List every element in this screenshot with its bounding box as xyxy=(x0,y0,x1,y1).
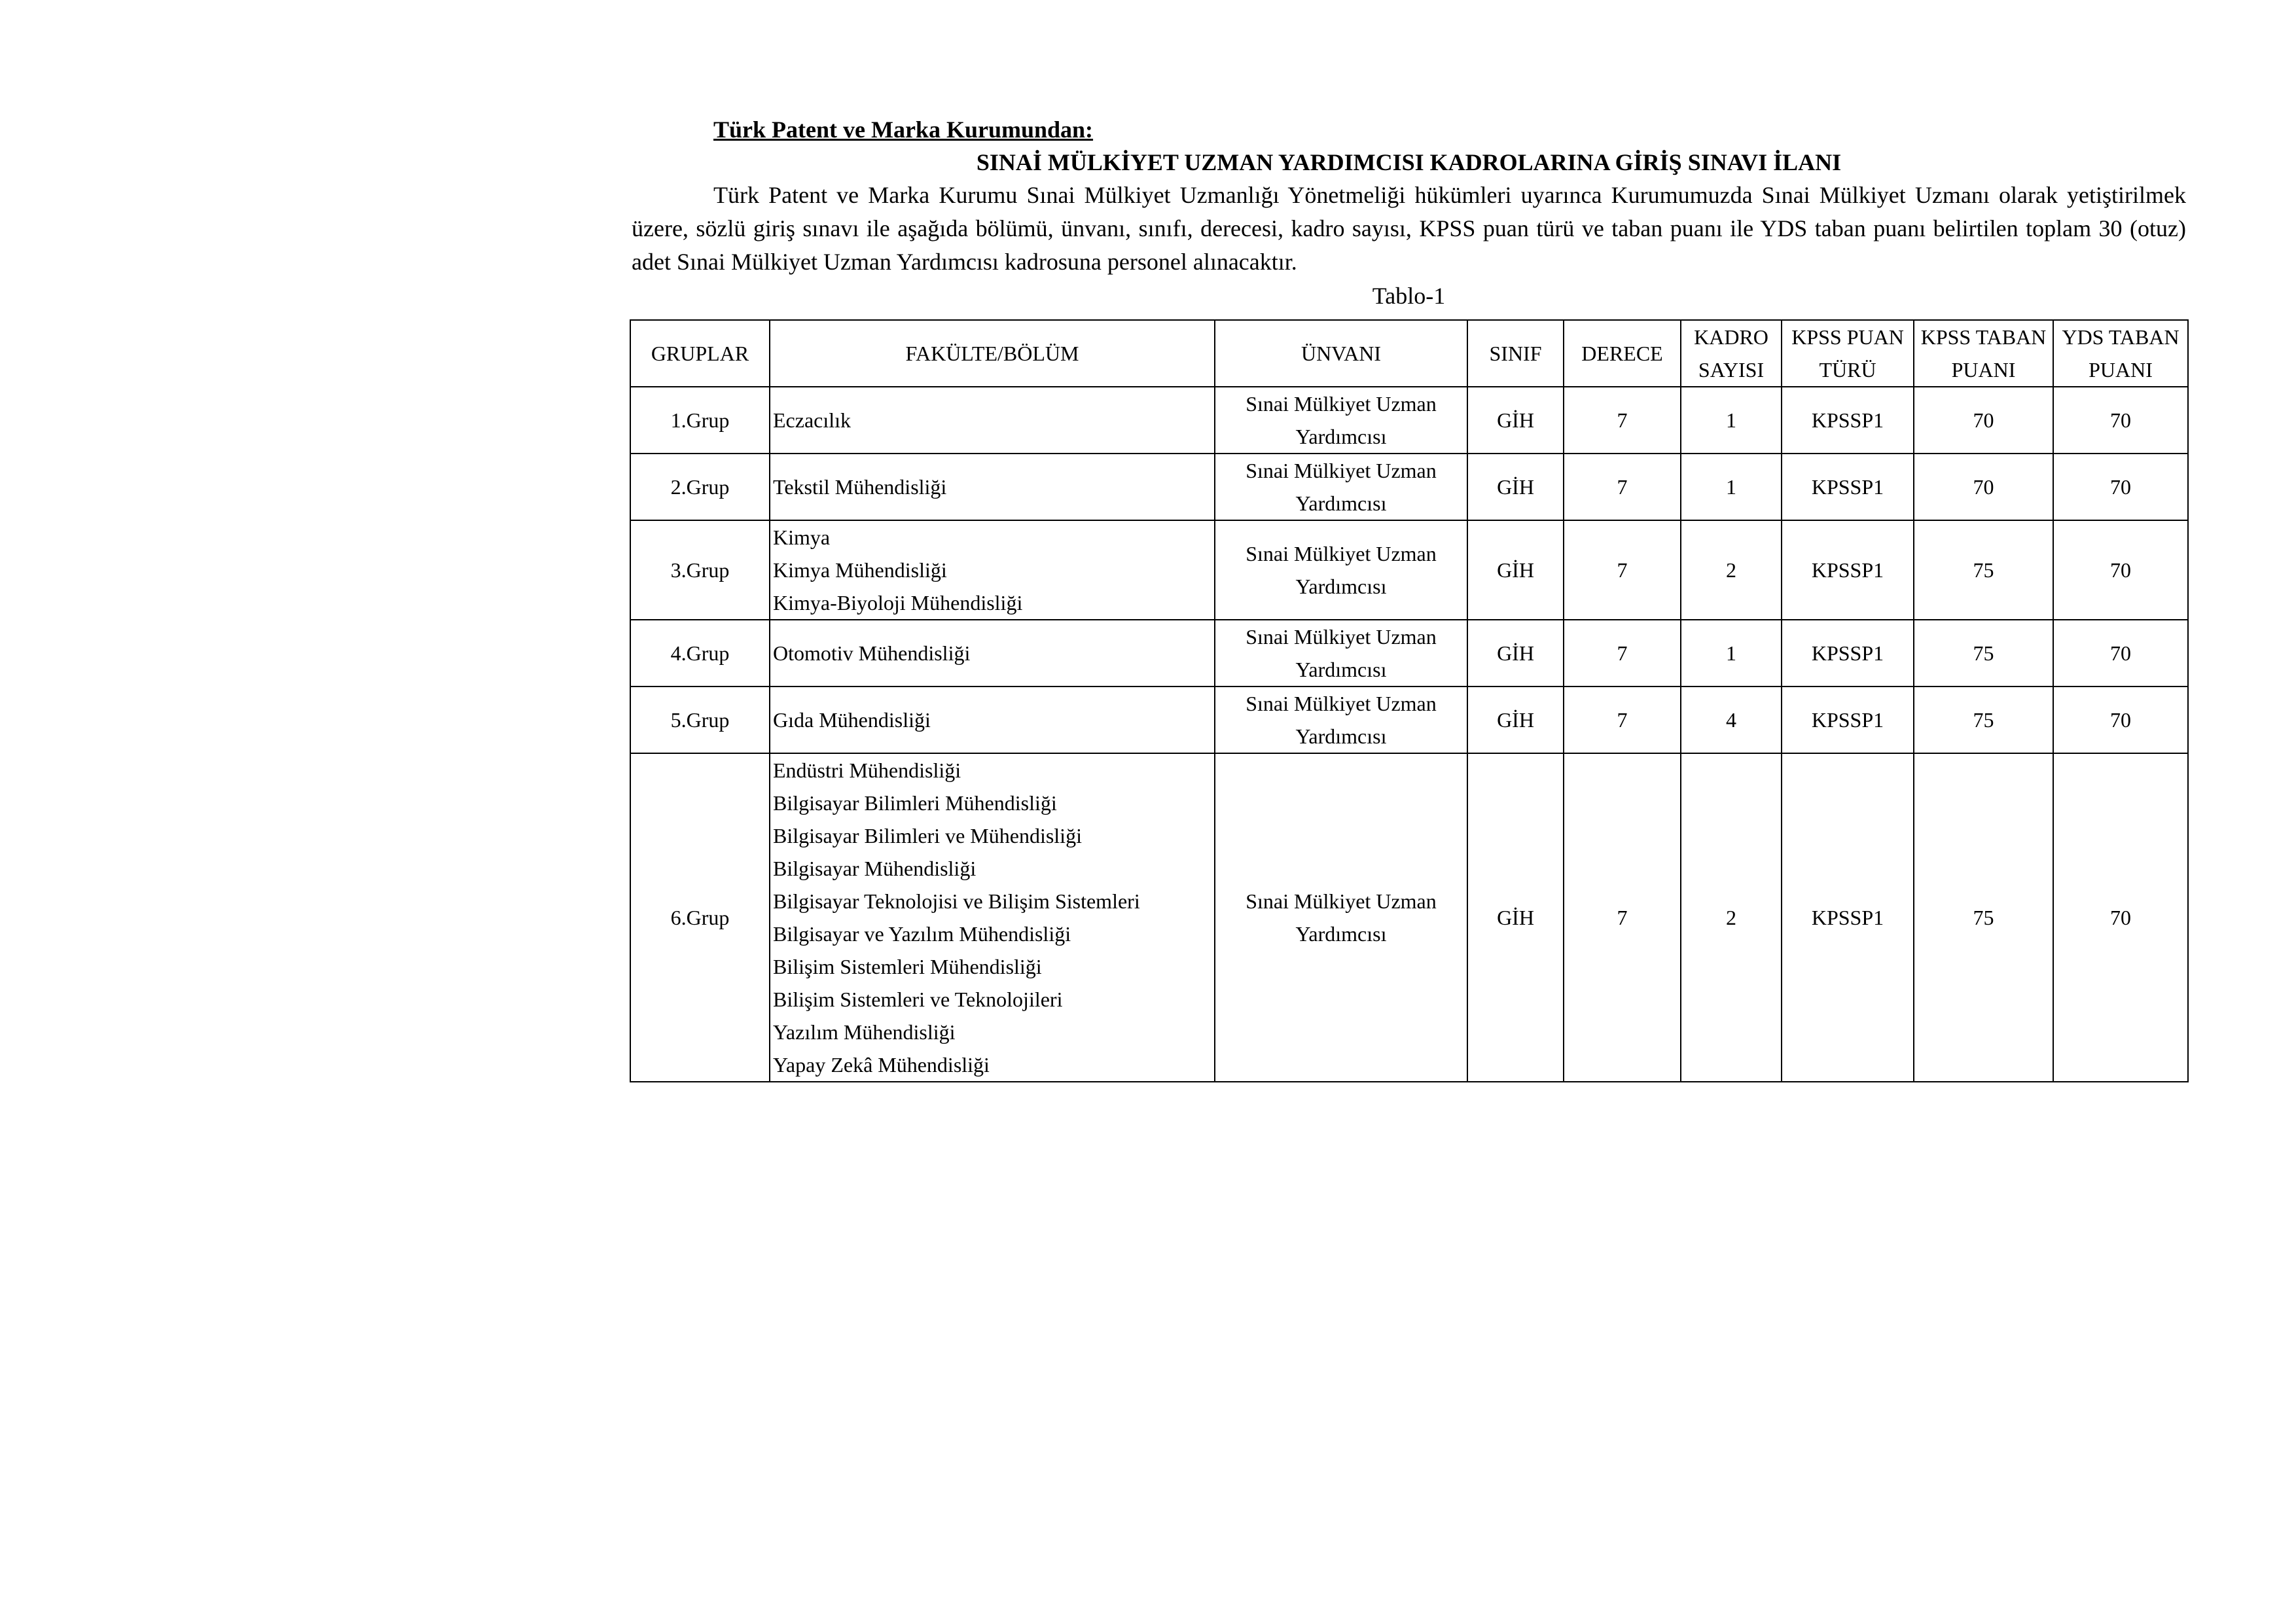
cell-kadro-sayisi: 1 xyxy=(1681,387,1782,454)
cell-fakulte-bolum xyxy=(770,687,1215,753)
department-name: Kimya-Biyoloji Mühendisliği xyxy=(773,591,1023,615)
cell-kpss-puan-turu: KPSSP1 xyxy=(1782,387,1914,454)
department-name: Kimya Mühendisliği xyxy=(773,558,947,582)
cell-sinif: GİH xyxy=(1467,387,1564,454)
header-derece: DERECE xyxy=(1564,320,1681,387)
header-unvani: ÜNVANI xyxy=(1215,320,1467,387)
cell-yds-taban-puani: 70 xyxy=(2053,387,2188,454)
cell-yds-taban-puani: 70 xyxy=(2053,454,2188,520)
cell-derece: 7 xyxy=(1564,454,1681,520)
unvan-line: Sınai Mülkiyet Uzman xyxy=(1246,392,1437,416)
cell-derece: 7 xyxy=(1564,520,1681,620)
table-body xyxy=(630,387,2188,1082)
cell-yds-taban-puani: 70 xyxy=(2053,687,2188,753)
cell-kpss-taban-puani: 75 xyxy=(1914,753,2053,1082)
cell-unvani xyxy=(1215,387,1467,454)
cell-sinif: GİH xyxy=(1467,520,1564,620)
intro-paragraph: Türk Patent ve Marka Kurumu Sınai Mülkiyet Uzmanlığı Yönetmeliği hükümleri uyarınca Kurumumuzda Sınai Mülkiyet Uzmanı olarak yetiştirilmek üzere, sözlü giriş sınavı ile aşağıda bölümü, ünvanı, sınıfı, derecesi, kadro sayısı, KPSS puan türü ve taban puanı ile YDS taban puanı belirtilen toplam 30 (otuz) adet Sınai Mülkiyet Uzman Yardımcısı kadrosuna personel alınacaktır. xyxy=(632,182,2186,275)
unvan-line: Sınai Mülkiyet Uzman xyxy=(1246,625,1437,649)
cell-kadro-sayisi: 2 xyxy=(1681,520,1782,620)
cell-unvani xyxy=(1215,687,1467,753)
cell-kpss-puan-turu: KPSSP1 xyxy=(1782,520,1914,620)
unvan-line: Yardımcısı xyxy=(1295,724,1387,748)
cell-grup: 4.Grup xyxy=(630,620,770,687)
cell-derece: 7 xyxy=(1564,387,1681,454)
cell-grup: 1.Grup xyxy=(630,387,770,454)
department-name: Yapay Zekâ Mühendisliği xyxy=(773,1053,990,1077)
cell-kpss-puan-turu: KPSSP1 xyxy=(1782,687,1914,753)
cell-fakulte-bolum xyxy=(770,620,1215,687)
cell-kpss-taban-puani: 70 xyxy=(1914,387,2053,454)
cell-unvani xyxy=(1215,620,1467,687)
cell-kpss-taban-puani: 75 xyxy=(1914,620,2053,687)
cell-yds-taban-puani: 70 xyxy=(2053,620,2188,687)
cell-grup: 3.Grup xyxy=(630,520,770,620)
cell-grup: 5.Grup xyxy=(630,687,770,753)
header-yds-taban-puani: YDS TABAN PUANI xyxy=(2053,320,2188,387)
cell-derece: 7 xyxy=(1564,753,1681,1082)
table-row xyxy=(630,387,2188,454)
cell-kpss-puan-turu: KPSSP1 xyxy=(1782,620,1914,687)
unvan-line: Sınai Mülkiyet Uzman xyxy=(1246,542,1437,565)
cell-fakulte-bolum xyxy=(770,387,1215,454)
cell-kpss-taban-puani: 75 xyxy=(1914,687,2053,753)
table-row xyxy=(630,454,2188,520)
positions-table xyxy=(630,319,2189,1082)
table-caption: Tablo-1 xyxy=(1372,283,1446,309)
cell-sinif: GİH xyxy=(1467,753,1564,1082)
cell-unvani xyxy=(1215,753,1467,1082)
header-sinif: SINIF xyxy=(1467,320,1564,387)
cell-sinif: GİH xyxy=(1467,687,1564,753)
department-name: Bilgisayar Teknolojisi ve Bilişim Sistemleri xyxy=(773,889,1140,913)
department-name: Otomotiv Mühendisliği xyxy=(773,641,971,665)
unvan-line: Sınai Mülkiyet Uzman xyxy=(1246,889,1437,913)
cell-derece: 7 xyxy=(1564,687,1681,753)
cell-kpss-puan-turu: KPSSP1 xyxy=(1782,454,1914,520)
cell-kadro-sayisi: 1 xyxy=(1681,454,1782,520)
header-kadro-sayisi: KADRO SAYISI xyxy=(1681,320,1782,387)
cell-unvani xyxy=(1215,520,1467,620)
cell-yds-taban-puani: 70 xyxy=(2053,753,2188,1082)
announcement-title: SINAİ MÜLKİYET UZMAN YARDIMCISI KADROLARINA GİRİŞ SINAVI İLANI xyxy=(976,149,1842,175)
department-name: Bilgisayar ve Yazılım Mühendisliği xyxy=(773,922,1071,946)
header-gruplar: GRUPLAR xyxy=(630,320,770,387)
department-name: Kimya xyxy=(773,526,831,549)
unvan-line: Yardımcısı xyxy=(1295,658,1387,681)
cell-kpss-puan-turu: KPSSP1 xyxy=(1782,753,1914,1082)
unvan-line: Yardımcısı xyxy=(1295,425,1387,448)
cell-sinif: GİH xyxy=(1467,620,1564,687)
cell-fakulte-bolum xyxy=(770,454,1215,520)
department-name: Yazılım Mühendisliği xyxy=(773,1020,956,1044)
table-header-row xyxy=(630,320,2188,387)
cell-fakulte-bolum xyxy=(770,520,1215,620)
cell-kadro-sayisi: 1 xyxy=(1681,620,1782,687)
department-name: Bilgisayar Bilimleri Mühendisliği xyxy=(773,791,1057,815)
cell-grup: 2.Grup xyxy=(630,454,770,520)
department-name: Endüstri Mühendisliği xyxy=(773,758,961,782)
table-row xyxy=(630,753,2188,1082)
unvan-line: Yardımcısı xyxy=(1295,575,1387,598)
cell-kadro-sayisi: 2 xyxy=(1681,753,1782,1082)
department-name: Bilişim Sistemleri ve Teknolojileri xyxy=(773,988,1063,1011)
cell-sinif: GİH xyxy=(1467,454,1564,520)
cell-grup: 6.Grup xyxy=(630,753,770,1082)
cell-yds-taban-puani: 70 xyxy=(2053,520,2188,620)
cell-kadro-sayisi: 4 xyxy=(1681,687,1782,753)
department-name: Bilgisayar Mühendisliği xyxy=(773,857,977,880)
header-fakulte-bolum: FAKÜLTE/BÖLÜM xyxy=(770,320,1215,387)
cell-kpss-taban-puani: 75 xyxy=(1914,520,2053,620)
announcement-document xyxy=(632,115,2186,312)
department-name: Bilgisayar Bilimleri ve Mühendisliği xyxy=(773,824,1082,847)
department-name: Bilişim Sistemleri Mühendisliği xyxy=(773,955,1042,978)
department-name: Tekstil Mühendisliği xyxy=(773,475,947,499)
cell-derece: 7 xyxy=(1564,620,1681,687)
header-kpss-puan-turu: KPSS PUAN TÜRÜ xyxy=(1782,320,1914,387)
header-kpss-taban-puani: KPSS TABAN PUANI xyxy=(1914,320,2053,387)
department-name: Eczacılık xyxy=(773,408,852,432)
unvan-line: Sınai Mülkiyet Uzman xyxy=(1246,459,1437,482)
cell-unvani xyxy=(1215,454,1467,520)
issuer-heading: Türk Patent ve Marka Kurumundan: xyxy=(713,116,1094,143)
cell-kpss-taban-puani: 70 xyxy=(1914,454,2053,520)
department-name: Gıda Mühendisliği xyxy=(773,708,931,732)
cell-fakulte-bolum xyxy=(770,753,1215,1082)
unvan-line: Yardımcısı xyxy=(1295,922,1387,946)
table-row xyxy=(630,687,2188,753)
table-row xyxy=(630,620,2188,687)
unvan-line: Sınai Mülkiyet Uzman xyxy=(1246,692,1437,715)
table-row xyxy=(630,520,2188,620)
unvan-line: Yardımcısı xyxy=(1295,491,1387,515)
